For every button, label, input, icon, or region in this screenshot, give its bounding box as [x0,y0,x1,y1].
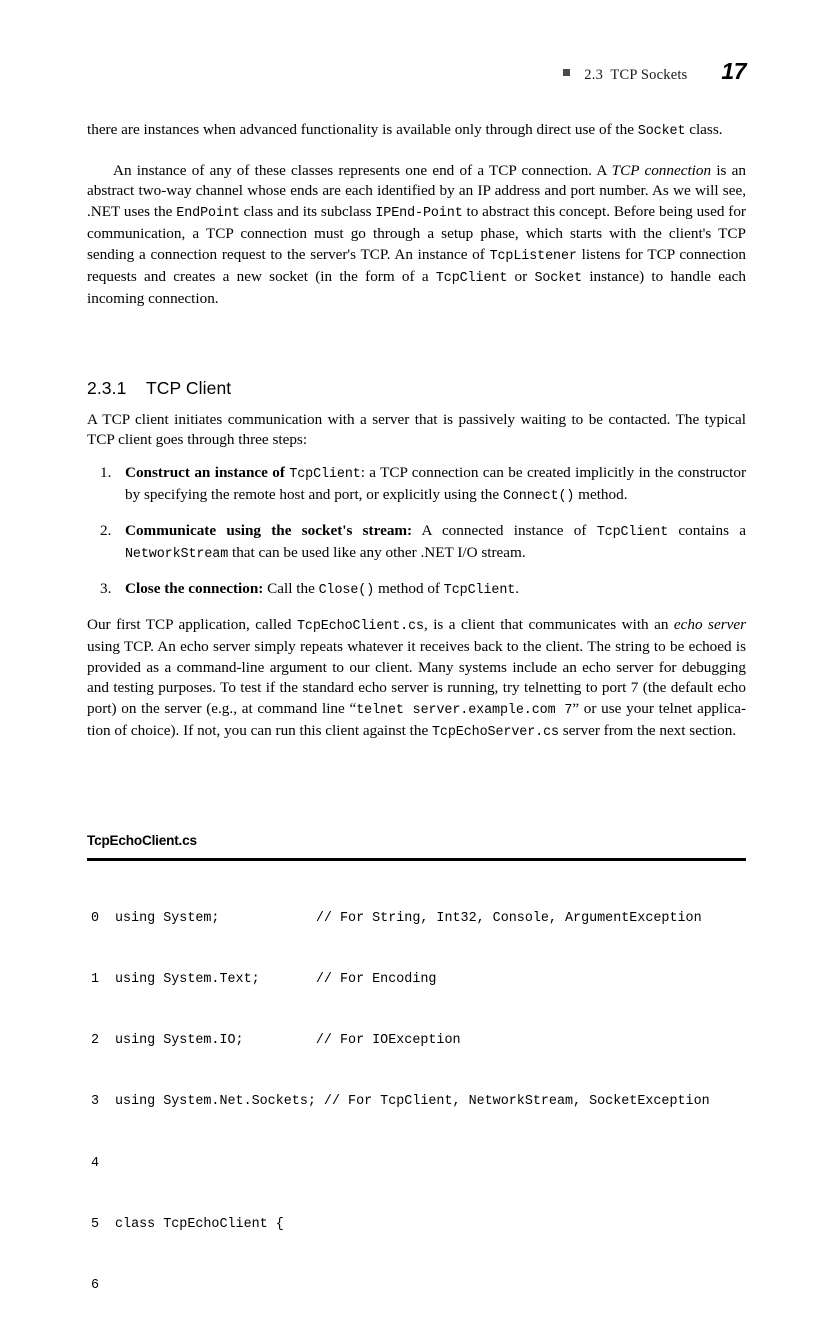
step2-text-b: contains a [668,521,747,539]
p4-text-a: Our first TCP application, called [87,616,297,633]
p2-text-a: An instance of any of these classes represents one end of a TCP connection. A [113,162,612,179]
step3-tail: . [515,579,520,597]
p2-code-socket: Socket [534,271,583,287]
p2-code-tcplistener: TcpListener [489,248,577,264]
paragraph-3: A TCP client initiates communication with a server that is passively waiting to be contacted. The typical TCP client goes through three steps: [87,411,746,449]
step2-code-networkstream: NetworkStream [125,547,229,563]
step1-code-connect: Connect() [502,489,575,505]
code-line-text: class TcpEchoClient { [115,1216,284,1232]
p2-code-tcpclient: TcpClient [435,271,508,287]
p2-text-b: is an abstract two-way channel whose ends are each identified by an IP address and port number. As we will see, .NET uses the [87,162,746,220]
code-line-number: 4 [91,1155,100,1171]
page-number: 17 [721,58,746,84]
code-line [87,1092,746,1112]
step1-text: : a TCP connection can be created implicitly in the constructor by specifying the remote host and port, or explicitly using the [125,464,747,504]
p1-code-socket: Socket [637,124,686,139]
list-item-number: 1. [100,464,112,481]
step3-code-close: Close() [318,582,375,598]
list-item [87,521,746,566]
list-item [87,463,746,508]
code-line [87,1154,746,1174]
section-heading [87,378,231,399]
code-line-number: 5 [91,1216,100,1232]
paragraph-2 [87,161,746,310]
p4-italic-echo-server: echo server [673,616,747,633]
running-header-section: 2.3 TCP Sockets [584,67,688,83]
p1-text-a: there are instances when advanced functionality is available only through direct use of the [87,121,638,138]
steps-list [87,463,746,601]
step2-tail: that can be used like any other .NET I/O stream. [228,544,526,562]
step1-code-tcpclient: TcpClient [289,467,361,482]
code-line-number: 6 [91,1278,100,1294]
step1-bold: Construct an instance of [125,464,290,481]
p2-text-g: instance) to handle each incoming connection. [87,268,747,308]
code-line [87,1276,746,1296]
list-item-number: 3. [100,579,112,597]
p2-code-ipendpoint: IPEnd‑Point [375,205,463,221]
p4-code-tcpechoserver: TcpEchoServer.cs [432,725,559,741]
paragraph-2-wrap [87,161,746,310]
step2-code-tcpclient: TcpClient [596,524,669,540]
running-header [87,58,746,86]
code-line-number: 1 [91,972,100,988]
code-line [87,1031,746,1051]
p4-code-telnet: telnet server.example.com 7 [356,702,573,718]
code-line-text: using System.Text; // For Encoding [115,972,437,988]
p4-text-c: using TCP. An echo server simply repeats whatever it receives back to the client. The string to be echoed is provided as a command-line argument to our client. Many systems include an echo server for debugging and testing purposes. To test if the standard echo server is running, try telnetting to port 7 (the default echo port) on the server (e.g., at command line “ [87,638,746,717]
p4-text-b: , is a client that communicates with an [423,616,674,633]
step3-bold: Close the connection: [125,579,264,597]
code-line [87,1215,746,1235]
p4-code-tcpechoclient: TcpEchoClient.cs [296,619,424,634]
paragraph-4 [87,615,746,743]
code-line [87,970,746,990]
step3-text: Call the [263,579,319,597]
list-item-number: 2. [100,521,112,539]
p2-text-e: listens for TCP connection requests and creates a new socket (in the form of a [87,245,746,286]
p2-text-d: to abstract this concept. Before being used for communication, a TCP connection must go through a setup phase, which starts with the client's TCP sending a connection request to the server's TCP. An instance of [87,202,746,263]
paragraph-4-wrap [87,615,746,743]
step2-bold: Communicate using the socket's stream: [125,521,413,539]
p4-text-d: ” or use your telnet applica-tion of choice). If not, you can run this client against the [87,699,747,740]
listing-rule [87,858,746,861]
section-heading-text: 2.3.1 TCP Client [87,378,232,398]
code-line-text: using System; // For String, Int32, Console, ArgumentException [115,910,702,926]
code-line [87,909,746,929]
p2-text-f: or [507,268,535,286]
step2-text: A connected instance of [412,521,597,539]
listing-title: TcpEchoClient.cs [87,833,197,848]
code-line-text: using System.Net.Sockets; // For TcpClient, NetworkStream, SocketException [115,1094,710,1110]
square-marker-icon [563,69,570,76]
code-line-text: using System.IO; // For IOException [115,1033,461,1049]
code-line-number: 2 [91,1033,100,1049]
code-line-number: 0 [91,910,100,926]
p4-text-e: server from the next section. [558,722,737,740]
code-listing [87,868,746,1337]
step3-text-b: method of [374,579,444,597]
p2-italic-tcp-connection: TCP connection [611,162,712,179]
p2-text-c: class and its subclass [239,202,376,220]
paragraph-continuation [87,120,746,142]
paragraph-3-wrap [87,410,746,451]
step3-code-tcpclient: TcpClient [443,582,516,598]
p2-code-endpoint: EndPoint [176,205,240,221]
list-item [87,579,746,601]
paragraph-1 [87,120,746,142]
code-line-number: 3 [91,1094,100,1110]
p1-text-b: class. [685,121,723,138]
step1-tail: method. [574,486,628,504]
